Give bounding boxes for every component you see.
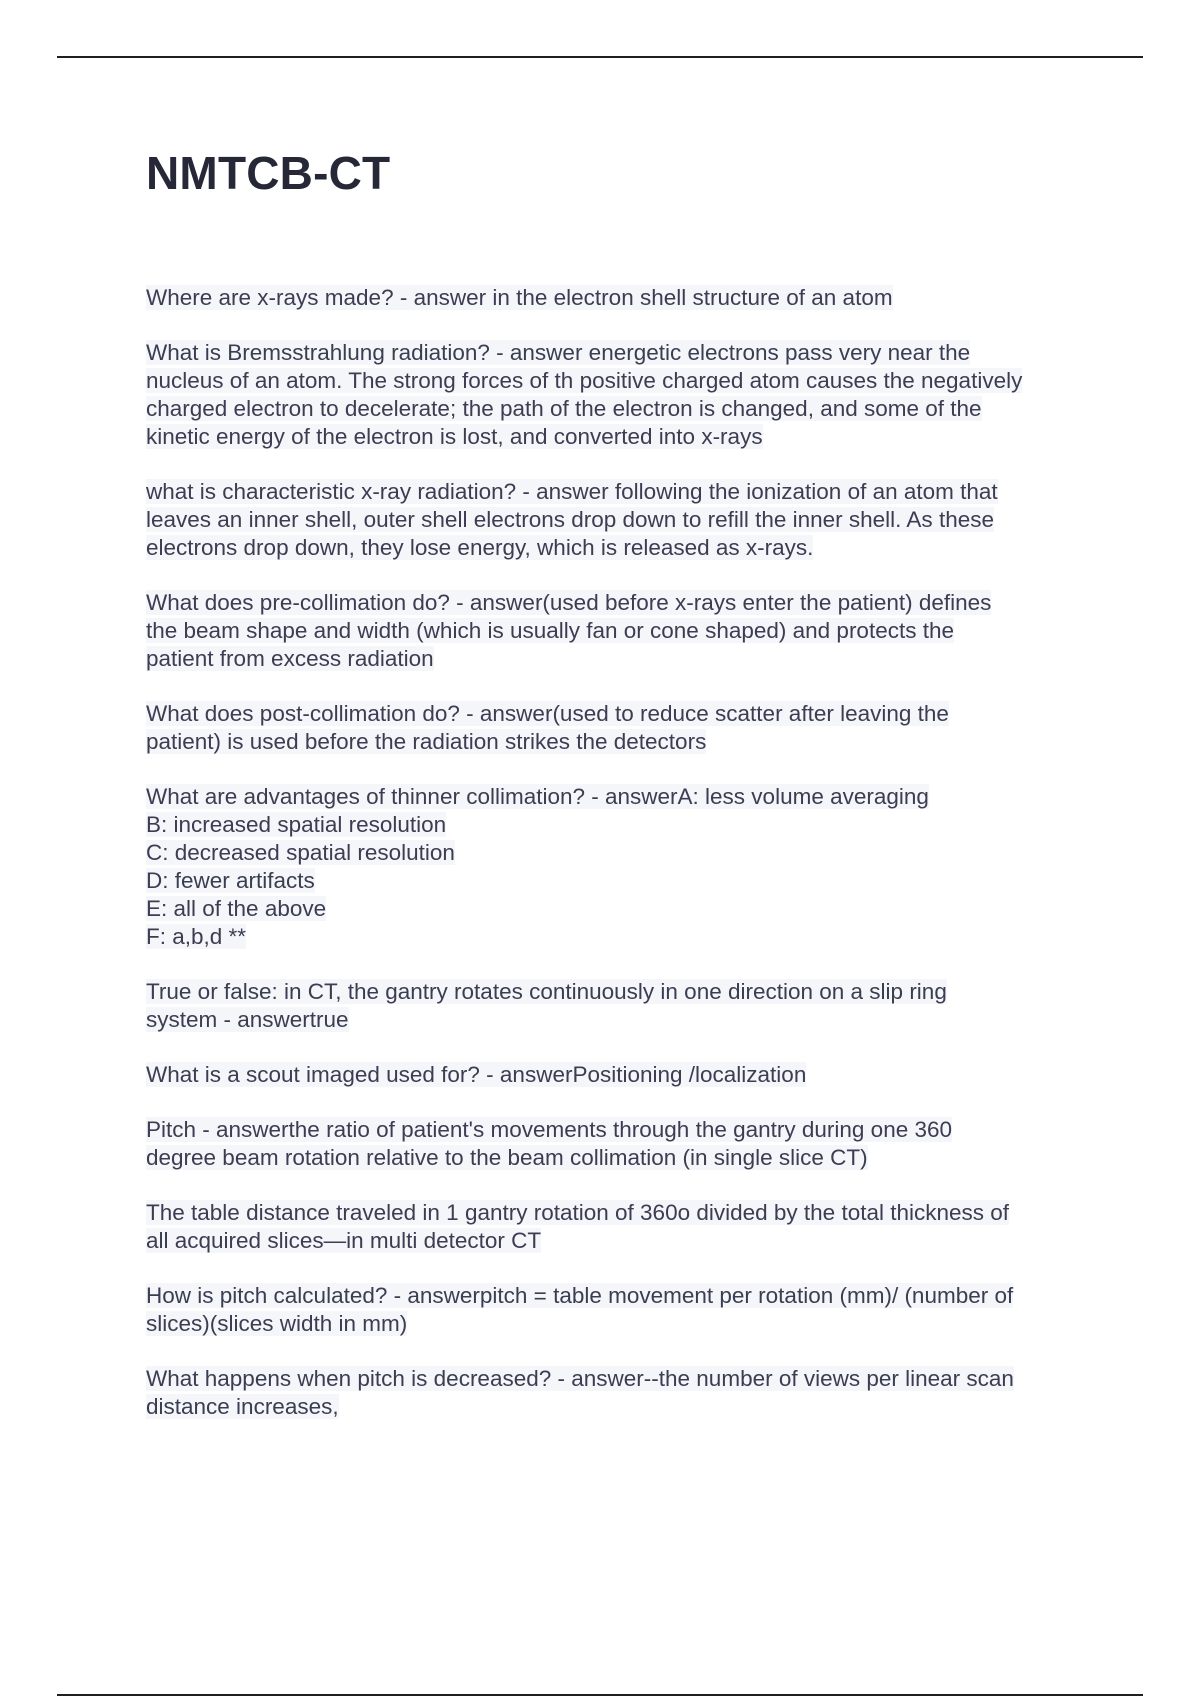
qa-item xyxy=(146,1061,1096,1089)
qa-list xyxy=(146,284,1096,1448)
qa-line: kinetic energy of the electron is lost, and converted into x-rays xyxy=(146,424,763,449)
qa-line: What happens when pitch is decreased? - answer--the number of views per linear scan xyxy=(146,1366,1014,1391)
qa-item xyxy=(146,1116,1096,1172)
qa-line: E: all of the above xyxy=(146,896,327,921)
qa-line: True or false: in CT, the gantry rotates continuously in one direction on a slip ring xyxy=(146,979,947,1004)
bottom-divider xyxy=(57,1694,1143,1696)
qa-line: leaves an inner shell, outer shell electrons drop down to refill the inner shell. As these xyxy=(146,507,994,532)
qa-item xyxy=(146,1199,1096,1255)
top-divider xyxy=(57,56,1143,58)
qa-item xyxy=(146,284,1096,312)
qa-line: What is Bremsstrahlung radiation? - answer energetic electrons pass very near the xyxy=(146,340,971,365)
qa-line: Pitch - answerthe ratio of patient's movements through the gantry during one 360 xyxy=(146,1117,953,1142)
qa-item xyxy=(146,339,1096,451)
qa-line: The table distance traveled in 1 gantry rotation of 360o divided by the total thickness of xyxy=(146,1200,1010,1225)
qa-item xyxy=(146,978,1096,1034)
qa-line: What are advantages of thinner collimation? - answerA: less volume averaging xyxy=(146,784,929,809)
qa-line: patient from excess radiation xyxy=(146,646,434,671)
qa-line: the beam shape and width (which is usually fan or cone shaped) and protects the xyxy=(146,618,954,643)
qa-line: What is a scout imaged used for? - answerPositioning /localization xyxy=(146,1062,807,1087)
qa-line: slices)(slices width in mm) xyxy=(146,1311,408,1336)
qa-item xyxy=(146,1282,1096,1338)
qa-line: D: fewer artifacts xyxy=(146,868,315,893)
qa-line: electrons drop down, they lose energy, which is released as x-rays. xyxy=(146,535,814,560)
qa-item xyxy=(146,700,1096,756)
qa-line: what is characteristic x-ray radiation? - answer following the ionization of an atom that xyxy=(146,479,998,504)
qa-line: C: decreased spatial resolution xyxy=(146,840,455,865)
qa-line: B: increased spatial resolution xyxy=(146,812,447,837)
qa-item xyxy=(146,478,1096,562)
qa-line: system - answertrue xyxy=(146,1007,349,1032)
qa-line: Where are x-rays made? - answer in the electron shell structure of an atom xyxy=(146,285,893,310)
page-title: NMTCB-CT xyxy=(146,147,391,199)
qa-line: patient) is used before the radiation strikes the detectors xyxy=(146,729,707,754)
qa-item xyxy=(146,589,1096,673)
qa-item xyxy=(146,1365,1096,1421)
qa-line: F: a,b,d ** xyxy=(146,924,247,949)
qa-line: charged electron to decelerate; the path of the electron is changed, and some of the xyxy=(146,396,982,421)
qa-line: all acquired slices—in multi detector CT xyxy=(146,1228,542,1253)
qa-line: nucleus of an atom. The strong forces of th positive charged atom causes the negatively xyxy=(146,368,1023,393)
qa-item xyxy=(146,783,1096,951)
qa-line: distance increases, xyxy=(146,1394,339,1419)
qa-line: What does post-collimation do? - answer(used to reduce scatter after leaving the xyxy=(146,701,949,726)
qa-line: What does pre-collimation do? - answer(used before x-rays enter the patient) defines xyxy=(146,590,992,615)
qa-line: How is pitch calculated? - answerpitch = table movement per rotation (mm)/ (number of xyxy=(146,1283,1014,1308)
qa-line: degree beam rotation relative to the beam collimation (in single slice CT) xyxy=(146,1145,868,1170)
